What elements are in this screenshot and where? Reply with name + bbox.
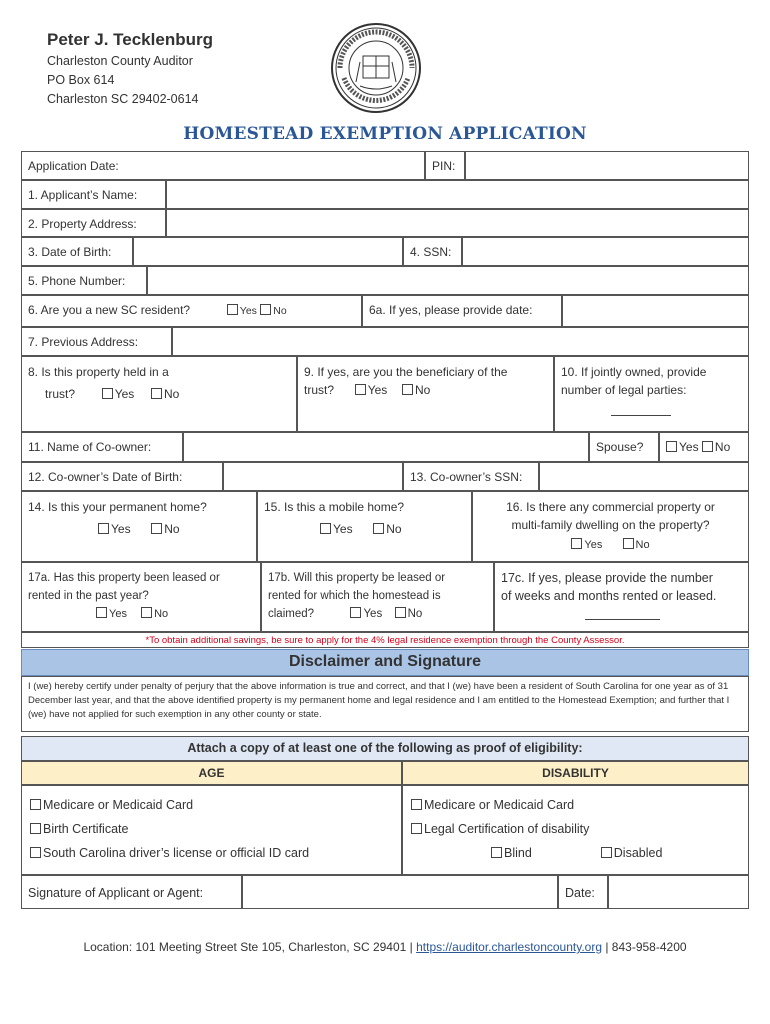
rental-duration-input[interactable]: [585, 609, 660, 620]
row-disclaimer: [21, 676, 749, 732]
spouse-checkboxes: [659, 432, 749, 462]
legal-parties-question: 10. If jointly owned, provide number of legal parties:: [554, 356, 749, 432]
co-owner-label: 11. Name of Co-owner:: [21, 432, 183, 462]
age-item-medicare[interactable]: Medicare or Medicaid Card: [30, 793, 401, 817]
legal-parties-input[interactable]: [611, 405, 671, 416]
blind-checkbox[interactable]: Blind: [491, 846, 532, 860]
property-address-label: 2. Property Address:: [21, 209, 166, 237]
spouse-label: Spouse?: [589, 432, 659, 462]
disability-header: DISABILITY: [402, 761, 749, 785]
footer-phone: | 843-958-4200: [605, 940, 687, 954]
phone-label: 5. Phone Number:: [21, 266, 147, 295]
row-note: [21, 632, 749, 648]
age-header: AGE: [21, 761, 402, 785]
proof-title: Attach a copy of at least one of the following as proof of eligibility:: [21, 736, 749, 761]
disabled-checkbox[interactable]: Disabled: [601, 846, 663, 860]
new-resident-date-input[interactable]: [562, 295, 749, 327]
row-home-questions: [21, 491, 749, 562]
row-co-owner-dob-ssn: [21, 462, 749, 491]
pin-input[interactable]: [465, 151, 749, 180]
spouse-yes-checkbox[interactable]: Yes: [666, 440, 699, 454]
row-property-address: [21, 209, 749, 237]
ssn-label: 4. SSN:: [403, 237, 462, 266]
county-seal-icon: [330, 22, 422, 114]
commercial-no-checkbox[interactable]: No: [623, 539, 650, 551]
auditor-website-link[interactable]: https://auditor.charlestoncounty.org: [416, 940, 603, 954]
disclaimer-header: [21, 649, 749, 676]
will-be-leased-question: 17b. Will this property be leased or rented for which the homestead is claimed? Yes No: [261, 562, 494, 632]
co-owner-ssn-input[interactable]: [539, 462, 749, 491]
auditor-city: Charleston SC 29402-0614: [47, 92, 199, 106]
row-previous-address: [21, 327, 749, 356]
will-lease-yes-checkbox[interactable]: Yes: [350, 608, 382, 620]
disability-item-legal-cert[interactable]: Legal Certification of disability: [411, 817, 748, 841]
applicant-name-label: 1. Applicant’s Name:: [21, 180, 166, 209]
beneficiary-yes-checkbox[interactable]: Yes: [355, 383, 388, 397]
permanent-home-no-checkbox[interactable]: No: [151, 522, 179, 536]
previous-address-label: 7. Previous Address:: [21, 327, 172, 356]
rental-duration-question: 17c. If yes, please provide the number of weeks and months rented or leased.: [494, 562, 749, 632]
new-resident-no-checkbox[interactable]: No: [260, 303, 286, 317]
signature-date-label: Date:: [558, 875, 608, 909]
trust-yes-checkbox[interactable]: Yes: [102, 387, 135, 401]
row-signature: [21, 875, 749, 909]
age-proof-list: [21, 785, 402, 875]
disability-proof-list: [402, 785, 749, 875]
pin-label: PIN:: [425, 151, 465, 180]
proof-header-row: [21, 736, 749, 761]
permanent-home-yes-checkbox[interactable]: Yes: [98, 522, 131, 536]
signature-label: Signature of Applicant or Agent:: [21, 875, 242, 909]
property-address-input[interactable]: [166, 209, 749, 237]
row-phone: [21, 266, 749, 295]
proof-items-row: [21, 785, 749, 875]
age-item-drivers-license[interactable]: South Carolina driver’s license or official ID card: [30, 841, 401, 865]
co-owner-ssn-label: 13. Co-owner’s SSN:: [403, 462, 539, 491]
leased-past-year-question: 17a. Has this property been leased or rented in the past year? Yes No: [21, 562, 261, 632]
auditor-name: Peter J. Tecklenburg: [47, 30, 213, 49]
new-resident-date-label: 6a. If yes, please provide date:: [362, 295, 562, 327]
previous-address-input[interactable]: [172, 327, 749, 356]
applicant-name-input[interactable]: [166, 180, 749, 209]
footer-location: Location: 101 Meeting Street Ste 105, Charleston, SC 29401 |: [83, 940, 413, 954]
row-application-date: [21, 151, 749, 180]
auditor-title: Charleston County Auditor: [47, 54, 193, 68]
leased-past-no-checkbox[interactable]: No: [141, 608, 168, 620]
permanent-home-question: 14. Is this your permanent home? Yes No: [21, 491, 257, 562]
co-owner-dob-input[interactable]: [223, 462, 403, 491]
signature-input[interactable]: [242, 875, 558, 909]
commercial-yes-checkbox[interactable]: Yes: [571, 539, 602, 551]
footer: [0, 940, 770, 954]
new-resident-label: 6. Are you a new SC resident? Yes No: [21, 295, 362, 327]
proof-columns-row: [21, 761, 749, 785]
spouse-no-checkbox[interactable]: No: [702, 440, 730, 454]
mobile-home-no-checkbox[interactable]: No: [373, 522, 401, 536]
dob-input[interactable]: [133, 237, 403, 266]
mobile-home-yes-checkbox[interactable]: Yes: [320, 522, 353, 536]
new-resident-yes-checkbox[interactable]: Yes: [227, 303, 257, 317]
form-title: HOMESTEAD EXEMPTION APPLICATION: [183, 124, 587, 144]
beneficiary-question: 9. If yes, are you the beneficiary of the trust? Yes No: [297, 356, 554, 432]
row-dob-ssn: [21, 237, 749, 266]
leased-past-yes-checkbox[interactable]: Yes: [96, 608, 127, 620]
trust-no-checkbox[interactable]: No: [151, 387, 179, 401]
dob-label: 3. Date of Birth:: [21, 237, 133, 266]
mobile-home-question: 15. Is this a mobile home? Yes No: [257, 491, 472, 562]
disclaimer-title: Disclaimer and Signature: [288, 653, 482, 670]
ssn-input[interactable]: [462, 237, 749, 266]
disclaimer-text: I (we) hereby certify under penalty of perjury that the above information is true and correct, and that I (we) have been a resident of South Carolina for one year as of 31 December last year, and that the above identified property is my permanent home and legal residence and I am entitled to the Homestead Exemption; and further that I (we) have not applied for such exemption in any other county or state.: [21, 676, 749, 732]
row-trust: [21, 356, 749, 432]
co-owner-input[interactable]: [183, 432, 589, 462]
row-lease-questions: [21, 562, 749, 632]
commercial-property-question: 16. Is there any commercial property or multi-family dwelling on the property? Yes No: [472, 491, 749, 562]
beneficiary-no-checkbox[interactable]: No: [402, 383, 430, 397]
application-date-label: Application Date:: [21, 151, 425, 180]
will-lease-no-checkbox[interactable]: No: [395, 608, 423, 620]
age-item-birth-certificate[interactable]: Birth Certificate: [30, 817, 401, 841]
row-new-resident: [21, 295, 749, 327]
row-co-owner: [21, 432, 749, 462]
disability-item-medicare[interactable]: Medicare or Medicaid Card: [411, 793, 748, 817]
row-applicant-name: [21, 180, 749, 209]
co-owner-dob-label: 12. Co-owner’s Date of Birth:: [21, 462, 223, 491]
signature-date-input[interactable]: [608, 875, 749, 909]
auditor-po-box: PO Box 614: [47, 73, 115, 87]
phone-input[interactable]: [147, 266, 749, 295]
assessor-note: *To obtain additional savings, be sure to apply for the 4% legal residence exemption through the County Assessor.: [21, 632, 749, 648]
trust-question: 8. Is this property held in a trust? Yes No: [21, 356, 297, 432]
